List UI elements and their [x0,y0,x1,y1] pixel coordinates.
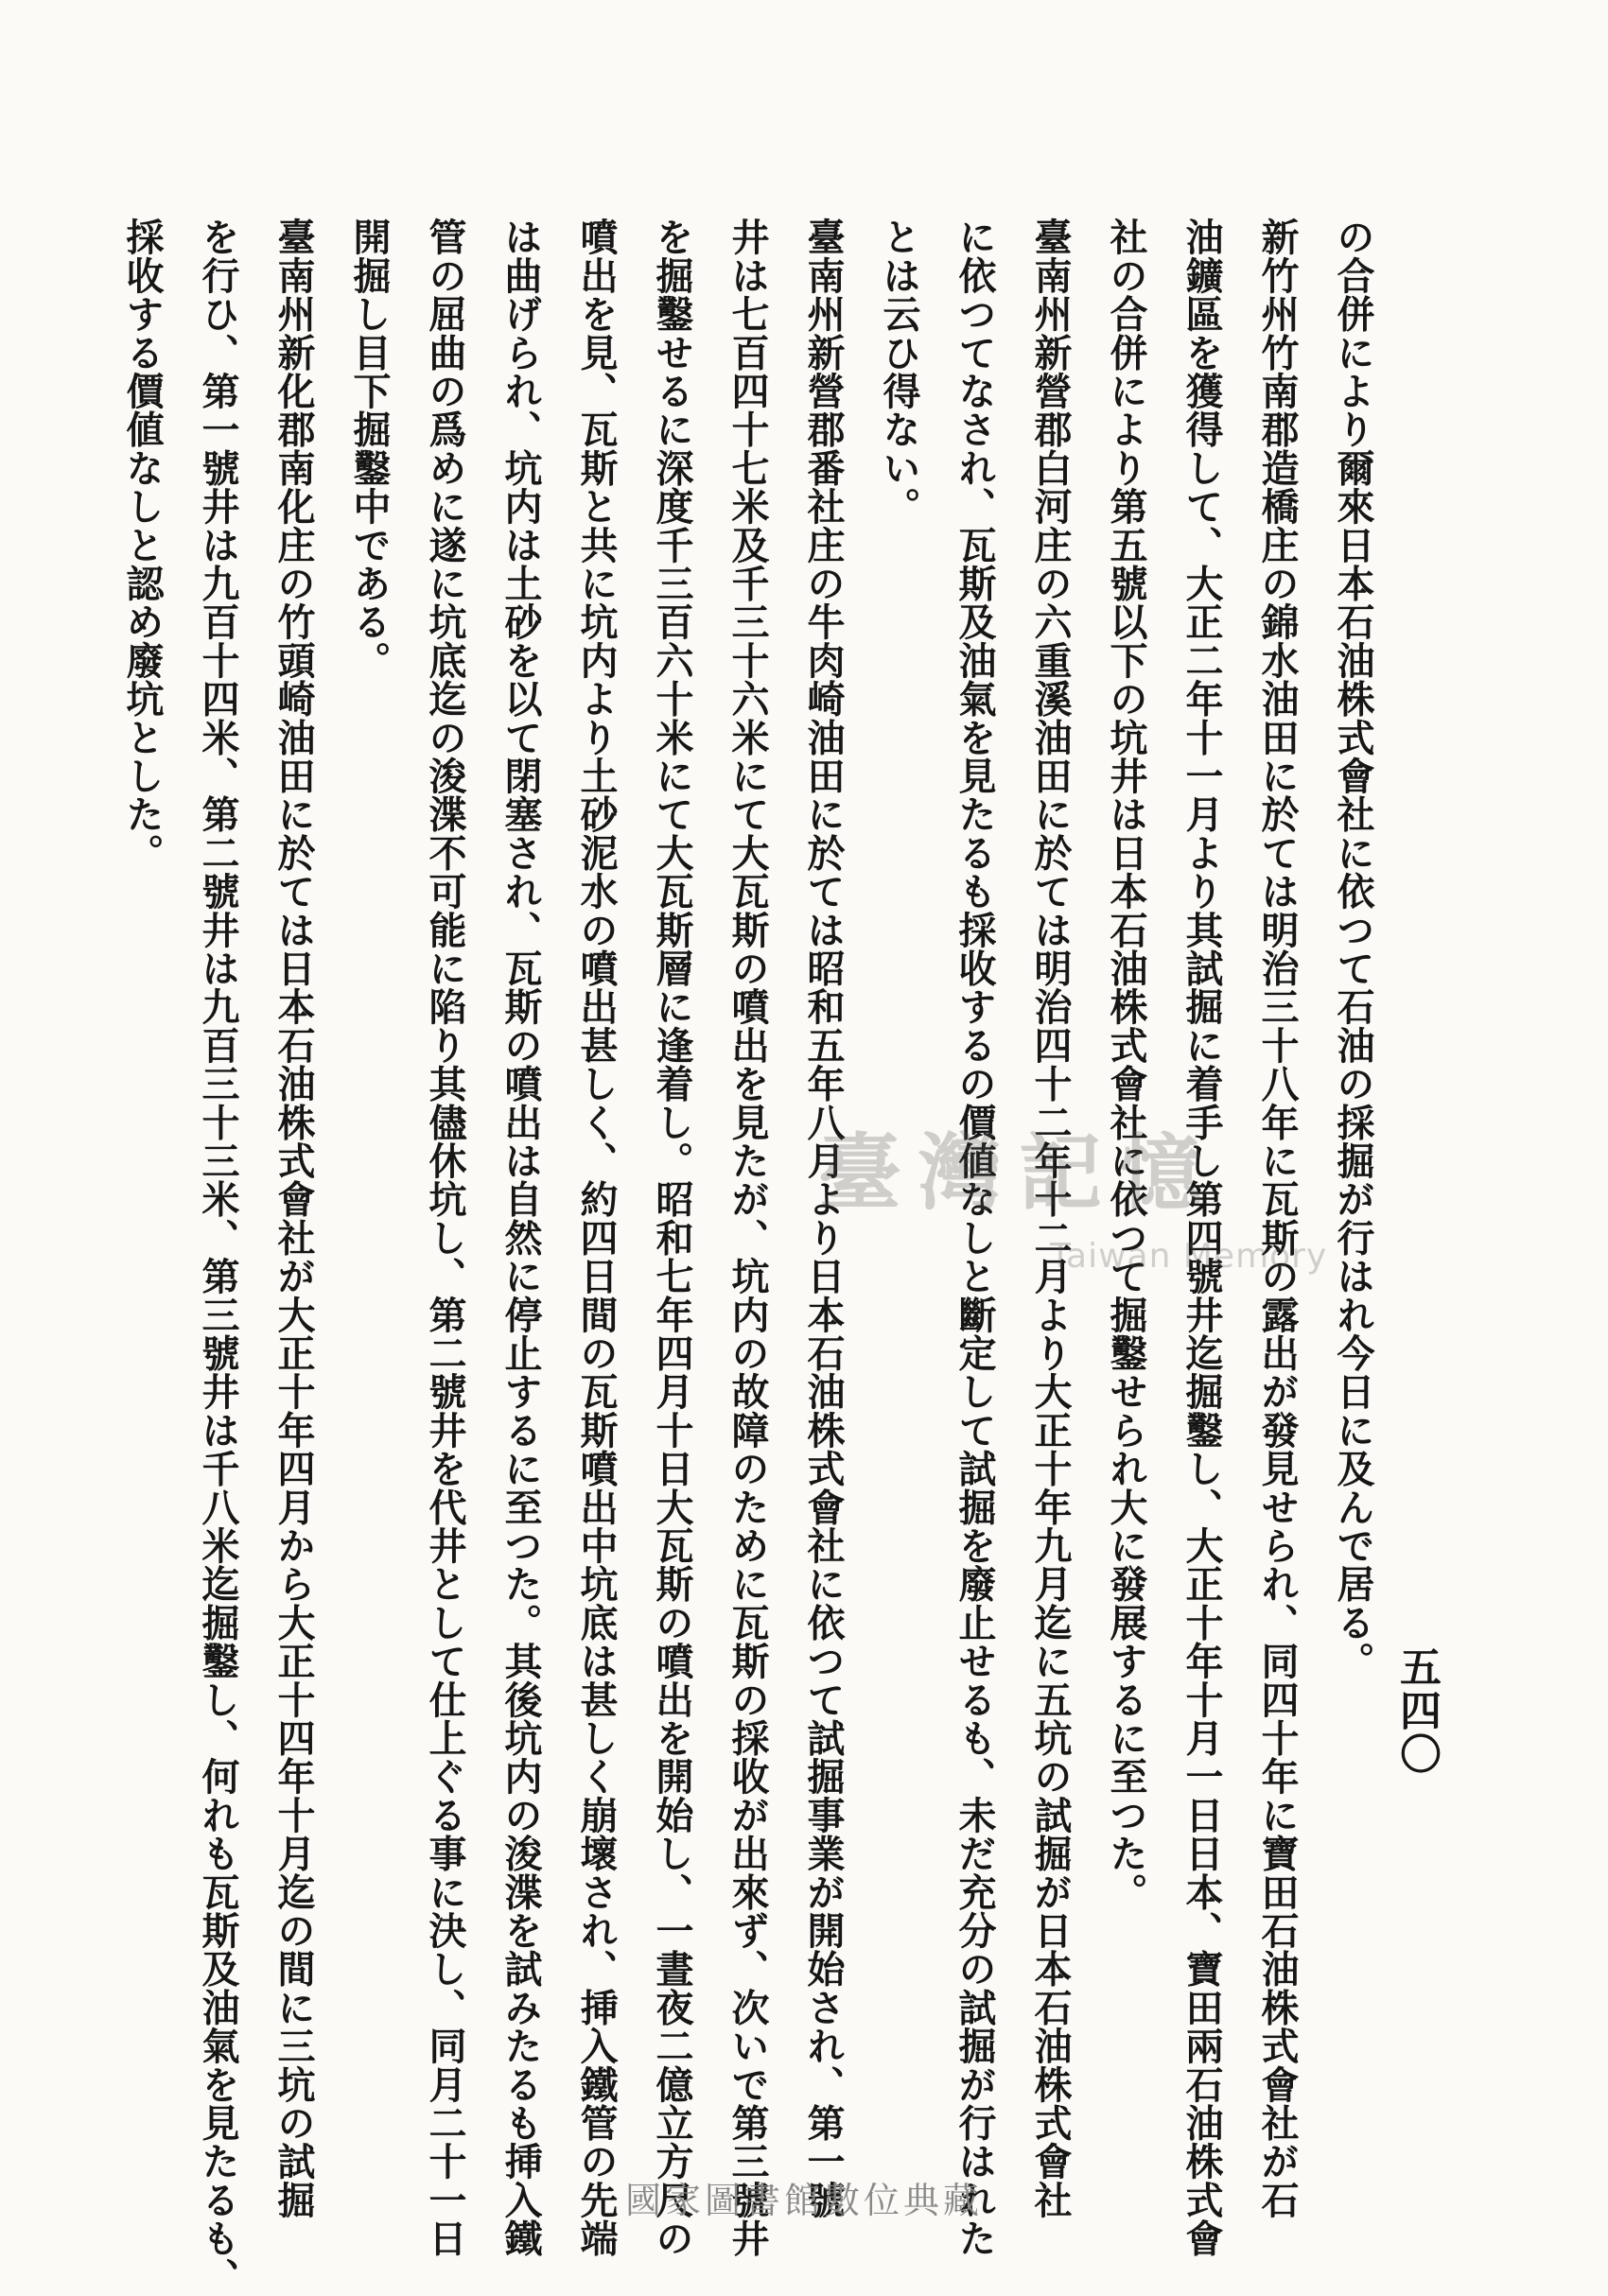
text-line-4: 社の合併により第五號以下の坑井は日本石油株式會社に依つて掘鑿せられ大に發展するに至つた。 [1104,217,1148,1911]
text-line-3: 油鑛區を獲得して、大正二年十一月より其試掘に着手し第四號井迄掘鑿し、大正十年十月一日日本、寶田兩石油株式會 [1180,217,1224,2258]
text-line-15: 臺南州新化郡南化庄の竹頭崎油田に於ては日本石油株式會社が大正十年四月から大正十四年十月迄の間に三坑の試掘 [271,217,316,2219]
footer-label: 國家圖書館數位典藏 [624,2180,983,2221]
text-line-9: 井は七百四十七米及千三十六米にて大瓦斯の噴出を見たが、坑内の故障のために瓦斯の採收が出來ず、次いで第三號井 [725,217,770,2258]
watermark-caption: Taiwan Memory [1050,1237,1328,1276]
text-line-10: を掘鑿せるに深度千三百六十米にて大瓦斯層に逢着し。昭和七年四月十日大瓦斯の噴出を開始し、一晝夜二億立方尺の [650,217,694,2258]
text-line-13: 管の屈曲の爲めに遂に坑底迄の浚渫不可能に陷り其儘休坑し、第二號井を代井として仕上ぐる事に決し、同月二十一日 [423,217,467,2258]
text-line-12: は曲げられ、坑内は土砂を以て閉塞され、瓦斯の噴出は自然に停止するに至つた。其後坑内の浚渫を試みたるも挿入鐵 [498,217,543,2258]
text-line-7: とは云ひ得ない。 [877,217,921,526]
text-line-1: の合併により爾來日本石油株式會社に依つて石油の採掘が行はれ今日に及んで居る。 [1331,217,1375,1680]
text-line-2: 新竹州竹南郡造橋庄の錦水油田に於ては明治三十八年に瓦斯の露出が發見せられ、同四十年に寶田石油株式會社が石 [1255,217,1300,2219]
text-line-14: 開掘し目下掘鑿中である。 [347,217,392,680]
page-number: 五四〇 [1392,1645,1441,1776]
text-line-17: 採收する價値なしと認め廢坑とした。 [120,217,165,872]
text-line-8: 臺南州新營郡番社庄の牛肉崎油田に於ては昭和五年八月より日本石油株式會社に依つて試掘事業が開始され、第一號 [801,217,846,2219]
watermark-logo: 臺灣記憶 [818,1123,1220,1222]
text-line-11: 噴出を見、瓦斯と共に坑内より土砂泥水の噴出甚しく、約四日間の瓦斯噴出中坑底は甚しく崩壞され、挿入鐵管の先端 [574,217,619,2258]
text-line-5: 臺南州新營郡白河庄の六重溪油田に於ては明治四十二年十二月より大正十年九月迄に五坑の試掘が日本石油株式會社 [1028,217,1073,2219]
text-line-16: を行ひ、第一號井は九百十四米、第二號井は九百三十三米、第三號井は千八米迄掘鑿し、何れも瓦斯及油氣を見たるも、 [196,217,240,2296]
text-line-6: に依つてなされ、瓦斯及油氣を見たるも採收するの價値なしと斷定して試掘を廢止せるも、未だ充分の試掘が行はれた [953,217,997,2258]
